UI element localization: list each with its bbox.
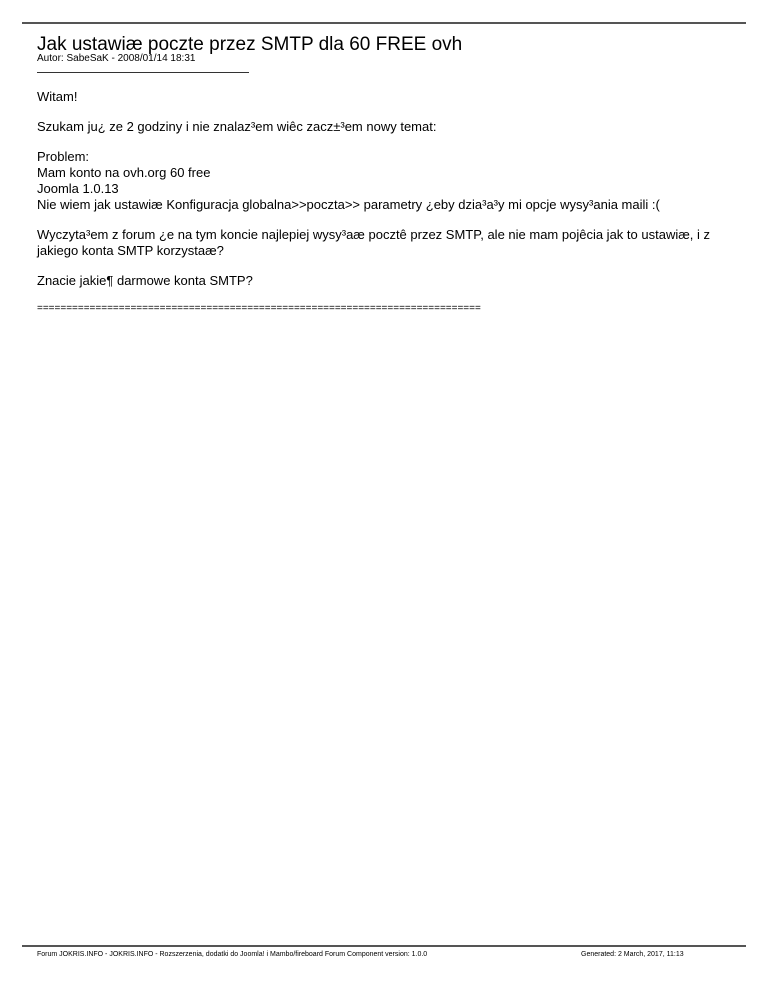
problem-line: Joomla 1.0.13 <box>37 181 119 196</box>
post-meta: Autor: SabeSaK - 2008/01/14 18:31 <box>37 53 196 64</box>
footer-generated-date: Generated: 2 March, 2017, 11:13 <box>581 951 684 958</box>
top-rule <box>22 22 746 24</box>
post-separator: ============================================================================ <box>37 303 481 314</box>
bottom-rule <box>22 945 746 947</box>
intro-paragraph: Szukam ju¿ ze 2 godziny i nie znalaz³em wiêc zacz±³em nowy temat: <box>37 119 437 134</box>
post-body <box>37 89 717 315</box>
post-title: Jak ustawiæ poczte przez SMTP dla 60 FREE ovh <box>37 34 463 55</box>
problem-line: Nie wiem jak ustawiæ Konfiguracja globalna>>poczta>> parametry ¿eby dzia³a³y mi opcje wysy³ania maili :( <box>37 197 660 212</box>
footer-forum-info: Forum JOKRIS.INFO - JOKRIS.INFO - Rozszerzenia, dodatki do Joomla! i Mambo/fireboard Forum Component version: 1.0.0 <box>37 951 428 958</box>
problem-line: Problem: <box>37 149 90 164</box>
problem-paragraph <box>37 149 717 213</box>
meta-divider <box>37 72 249 73</box>
question-paragraph: Znacie jakie¶ darmowe konta SMTP? <box>37 273 253 288</box>
problem-line: Mam konto na ovh.org 60 free <box>37 165 211 180</box>
greeting-paragraph: Witam! <box>37 89 78 104</box>
smtp-paragraph: Wyczyta³em z forum ¿e na tym koncie najlepiej wysy³aæ pocztê przez SMTP, ale nie mam pojêcia jak to ustawiæ, i z jakiego konta SMTP korzystaæ? <box>37 227 710 258</box>
